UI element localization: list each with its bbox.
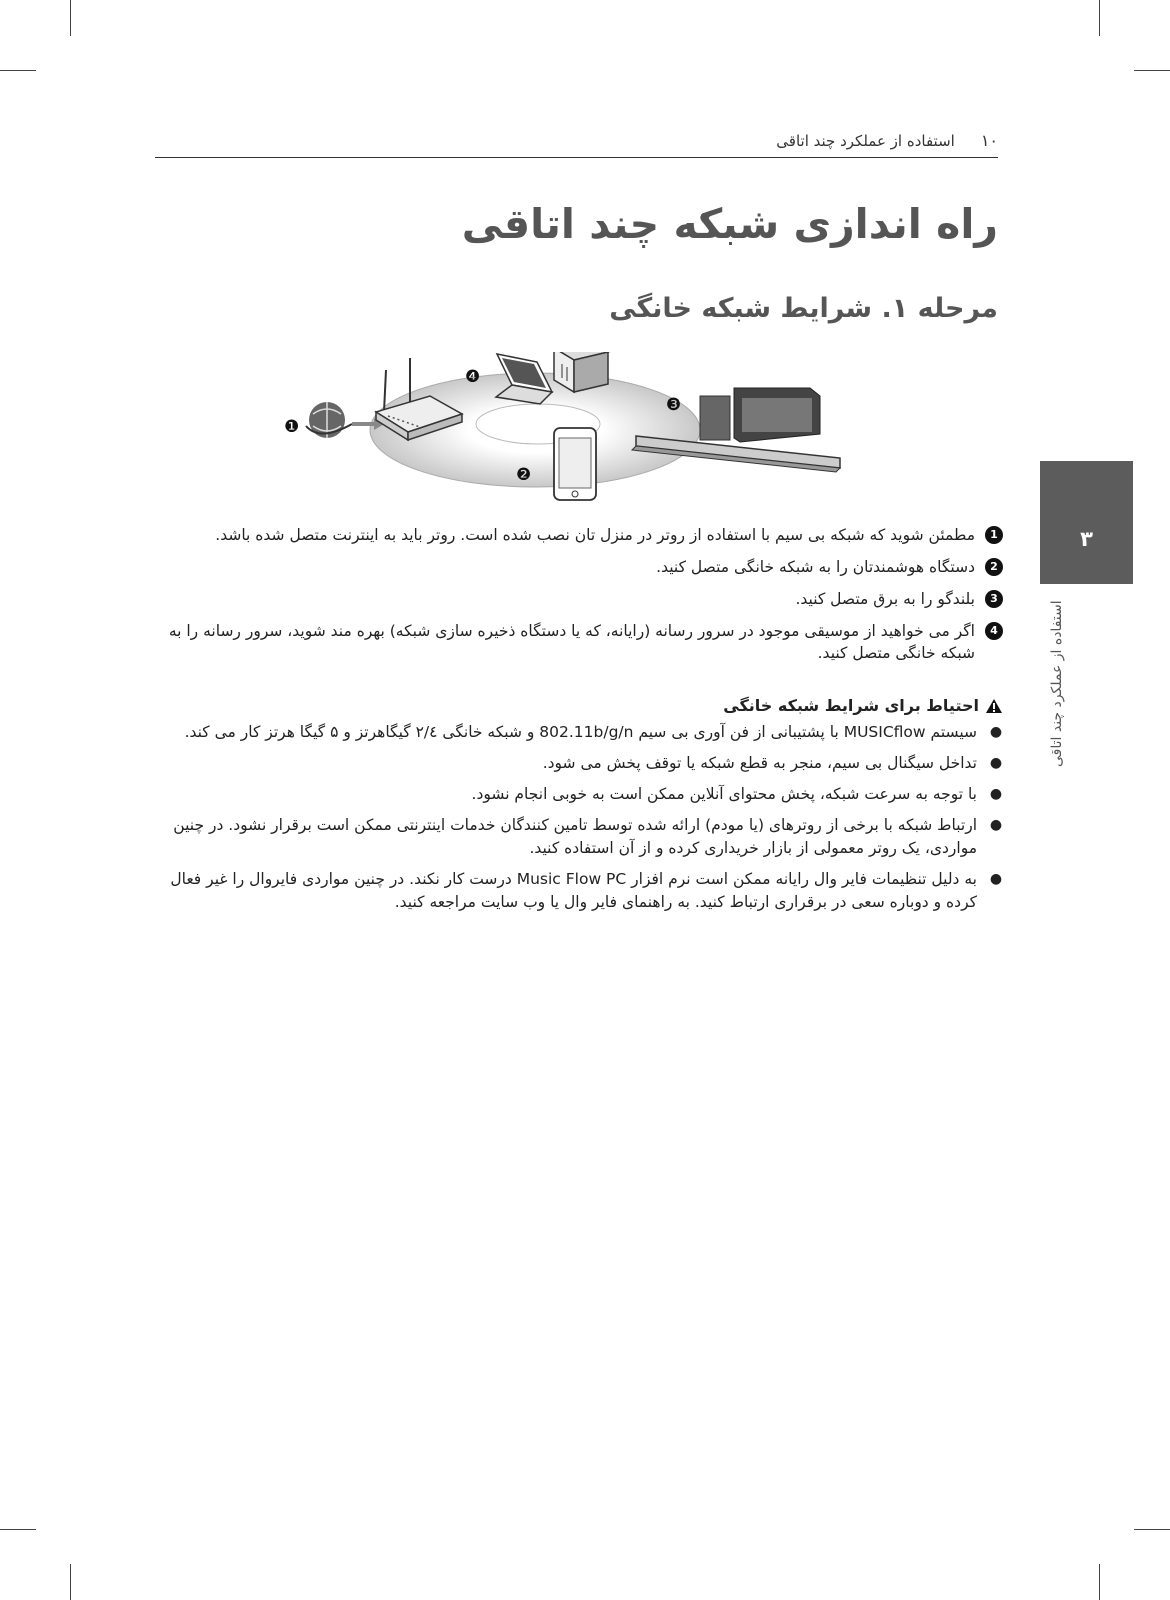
- list-item: [150, 783, 1003, 806]
- crop-mark: [0, 1529, 36, 1530]
- list-item: [150, 752, 1003, 775]
- list-item: [150, 620, 1003, 664]
- crop-mark: [1134, 70, 1170, 71]
- bullet-icon: ●: [989, 724, 1003, 740]
- bullet-icon: ●: [989, 786, 1003, 802]
- header-rule: [155, 157, 998, 158]
- label-marker-1: ❶: [284, 417, 300, 437]
- label-marker-2: ❷: [516, 465, 532, 485]
- list-item: [150, 588, 1003, 610]
- chapter-tab: [1040, 461, 1133, 584]
- crop-mark: [70, 1564, 71, 1600]
- network-diagram: [280, 352, 860, 512]
- requirement-text: ارتباط شبکه با برخی از روترهای (یا مودم) ارائه شده توسط تامین کنندگان خدمات اینترنتی ممکن است برقرار نشود. در چنین مواردی، یک روتر معمولی از بازار خریداری کرده و از آن استفاده کنید.: [173, 816, 977, 857]
- diagram-legend: [150, 524, 1003, 674]
- label-marker-3: ❸: [666, 395, 682, 415]
- legend-text: اگر می خواهید از موسیقی موجود در سرور رسانه (رایانه، که یا دستگاه ذخیره سازی شبکه) بهره مند شوید، سرور رسانه را به شبکه خانگی متصل کنید.: [168, 622, 975, 662]
- smartphone-icon: [554, 428, 596, 500]
- bullet-icon: ●: [989, 755, 1003, 771]
- bullet-icon: ●: [989, 817, 1003, 833]
- requirements-section: [150, 696, 1003, 922]
- crop-mark: [1099, 0, 1100, 36]
- chapter-side-label: استفاده از عملکرد چند اتاقی: [1049, 600, 1065, 767]
- requirement-text: به دلیل تنظیمات فایر وال رایانه ممکن است نرم افزار Music Flow PC درست کار نکند. در چنین مواردی فایروال را غیر فعال کرده و دوباره سعی در برقراری ارتباط کنید. به راهنمای فایر وال یا وب سایت مراجعه کنید.: [170, 870, 977, 911]
- legend-text: بلندگو را به برق متصل کنید.: [795, 590, 975, 608]
- crop-mark: [1134, 1529, 1170, 1530]
- page-number: ۱۰: [980, 131, 998, 150]
- list-item: [150, 814, 1003, 860]
- requirement-text: سیستم MUSICflow با پشتیبانی از فن آوری بی سیم 802.11b/g/n و شبکه خانگی ۲/٤ گیگاهرتز و ۵ گیگا هرتز کار می کند.: [184, 723, 977, 741]
- list-item: [150, 868, 1003, 914]
- requirements-title: احتیاط برای شرایط شبکه خانگی: [723, 696, 979, 715]
- marker-3: 3: [985, 590, 1003, 608]
- page-title: راه اندازی شبکه چند اتاقی: [461, 200, 998, 248]
- page-header: [776, 131, 998, 150]
- crop-mark: [70, 0, 71, 36]
- bullet-icon: ●: [989, 871, 1003, 887]
- chapter-number: ۳: [1080, 527, 1093, 551]
- marker-4: 4: [985, 622, 1003, 640]
- requirements-heading: [150, 696, 1003, 715]
- legend-text: مطمئن شوید که شبکه بی سیم با استفاده از روتر در منزل تان نصب شده است. روتر باید به اینترنت متصل شده باشد.: [215, 526, 975, 544]
- list-item: [150, 524, 1003, 546]
- requirement-text: با توجه به سرعت شبکه، پخش محتوای آنلاین ممکن است به خوبی انجام نشود.: [471, 785, 977, 803]
- crop-mark: [1099, 1564, 1100, 1600]
- legend-text: دستگاه هوشمندتان را به شبکه خانگی متصل کنید.: [656, 558, 975, 576]
- list-item: [150, 721, 1003, 744]
- label-marker-4: ❹: [465, 367, 481, 387]
- list-item: [150, 556, 1003, 578]
- speaker-icon: [700, 388, 820, 442]
- warning-icon: [985, 698, 1003, 714]
- marker-1: 1: [985, 526, 1003, 544]
- marker-2: 2: [985, 558, 1003, 576]
- requirements-list: [150, 721, 1003, 914]
- crop-mark: [0, 70, 36, 71]
- requirement-text: تداخل سیگنال بی سیم، منجر به قطع شبکه یا توقف پخش می شود.: [542, 754, 977, 772]
- chapter-title: استفاده از عملکرد چند اتاقی: [776, 131, 955, 150]
- section-title: مرحله ۱. شرایط شبکه خانگی: [609, 293, 998, 324]
